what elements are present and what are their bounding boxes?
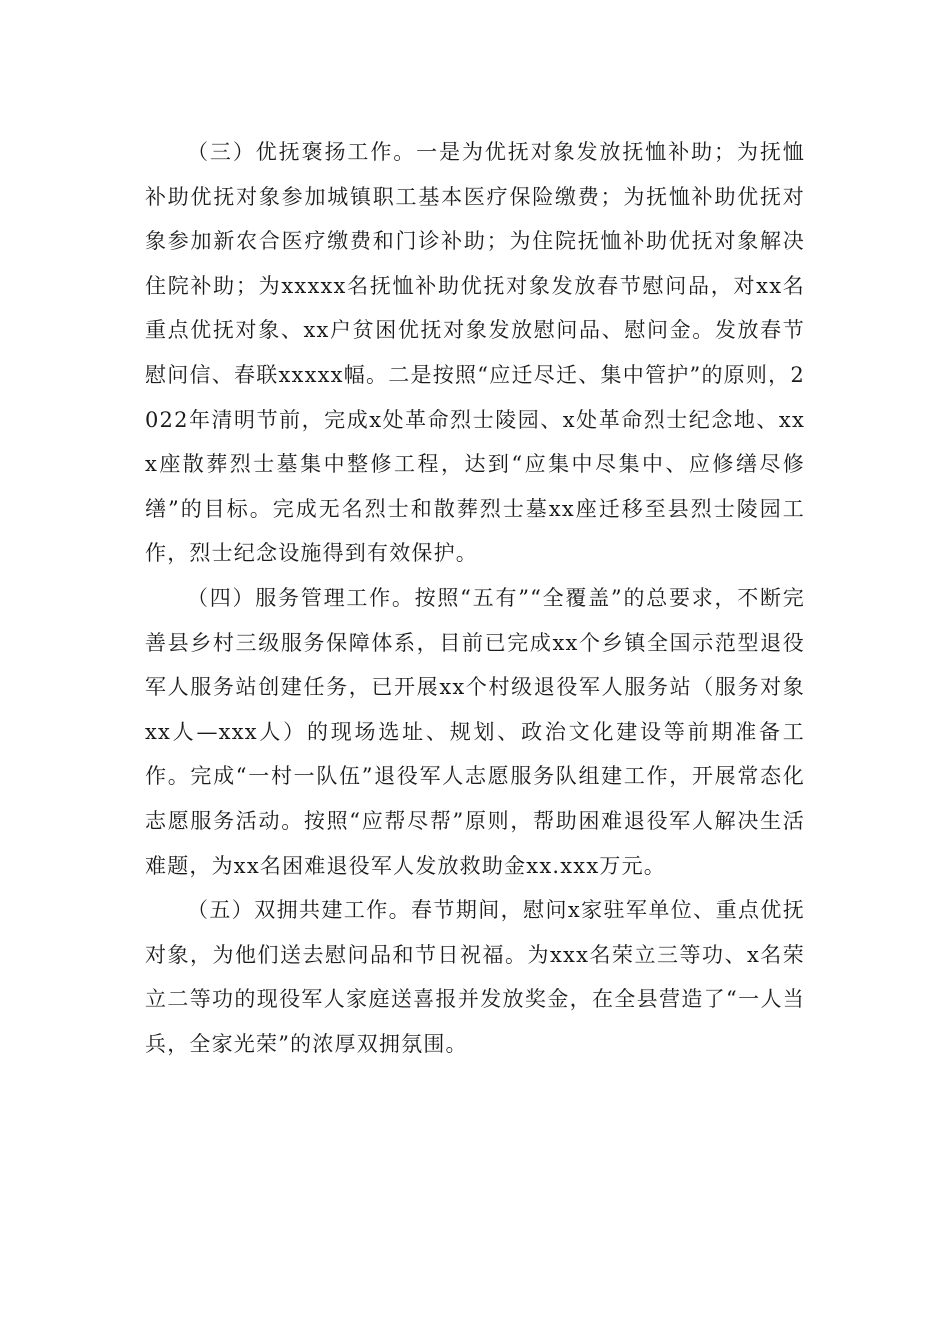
paragraph-youfu-baoyang: （三）优抚褒扬工作。一是为优抚对象发放抚恤补助；为抚恤补助优抚对象参加城镇职工基本医疗保险缴费；为抚恤补助优抚对象参加新农合医疗缴费和门诊补助；为住院抚恤补助优抚对象解决住院补助；为xxxxx名抚恤补助优抚对象发放春节慰问品，对xx名重点优抚对象、xx户贫困优抚对象发放慰问品、慰问金。发放春节慰问信、春联xxxxx幅。二是按照“应迁尽迁、集中管护”的原则，2022年清明节前，完成x处革命烈士陵园、x处革命烈士纪念地、xxx座散葬烈士墓集中整修工程，达到“应集中尽集中、应修缮尽修缮”的目标。完成无名烈士和散葬烈士墓xx座迁移至县烈士陵园工作，烈士纪念设施得到有效保护。	[145, 140, 805, 566]
paragraph-fuwu-guanli: （四）服务管理工作。按照“五有”“全覆盖”的总要求，不断完善县乡村三级服务保障体系，目前已完成xx个乡镇全国示范型退役军人服务站创建任务，已开展xx个村级退役军人服务站（服务对象xx人—xxx人）的现场选址、规划、政治文化建设等前期准备工作。完成“一村一队伍”退役军人志愿服务队组建工作，开展常态化志愿服务活动。按照“应帮尽帮”原则，帮助困难退役军人解决生活难题，为xx名困难退役军人发放救助金xx.xxx万元。	[145, 585, 805, 878]
paragraph-shuangyong-gongjian: （五）双拥共建工作。春节期间，慰问x家驻军单位、重点优抚对象，为他们送去慰问品和节日祝福。为xxx名荣立三等功、x名荣立二等功的现役军人家庭送喜报并发放奖金，在全县营造了“一人当兵，全家光荣”的浓厚双拥氛围。	[145, 898, 805, 1056]
document-body	[145, 130, 805, 1066]
